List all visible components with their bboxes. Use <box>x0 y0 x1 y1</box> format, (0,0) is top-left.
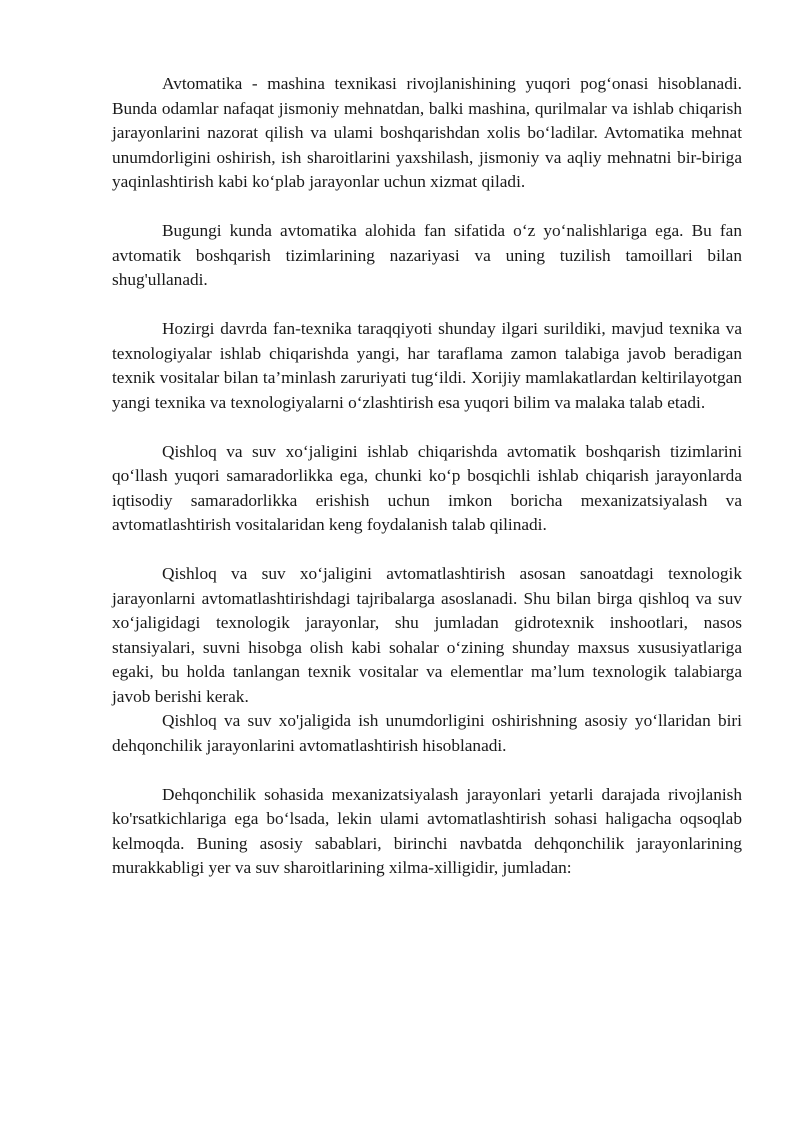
document-page <box>112 72 742 881</box>
paragraph-4: Qishloq va suv xo‘jaligini ishlab chiqarishda avtomatik boshqarish tizimlarini qo‘llash yuqori samaradorlikka ega, chunki ko‘p bosqichli ishlab chiqarish jarayonlarda iqtisodiy samaradorlikka erishish uchun imkon boricha mexanizatsiyalash va avtomatlashtirish vositalaridan keng foydalanish talab qilinadi. <box>112 441 742 534</box>
paragraph-gap <box>112 195 742 220</box>
paragraph-gap <box>112 758 742 783</box>
paragraph-gap <box>112 293 742 318</box>
paragraph-gap <box>112 538 742 563</box>
paragraph-2: Bugungi kunda avtomatika alohida fan sifatida o‘z yo‘nalishlariga ega. Bu fan avtomatik boshqarish tizimlarining nazariyasi va uning tuzilish tamoillari bilan shug'ullanadi. <box>112 221 742 289</box>
paragraph-1: Avtomatika - mashina texnikasi rivojlanishining yuqori pog‘onasi hisoblanadi. Bunda odamlar nafaqat jismoniy mehnatdan, balki mashina, qurilmalar va ishlab chiqarish jarayonlarini nazorat qilish va ulami boshqarishdan xolis bo‘ladilar. Avtomatika mehnat unumdorligini oshirish, ish sharoitlarini yaxshilash, jismoniy va aqliy mehnatni bir-biriga yaqinlashtirish kabi ko‘plab jarayonlar uchun xizmat qiladi. <box>112 74 742 191</box>
paragraph-5: Qishloq va suv xo‘jaligini avtomatlashtirish asosan sanoatdagi texnologik jarayonlarni avtomatlashtirishdagi tajribalarga asoslanadi. Shu bilan birga qishloq va suv xo‘jaligidagi texnologik jarayonlar, shu jumladan gidrotexnik inshootlari, nasos stansiyalari, suvni hisobga olish kabi sohalar o‘zining shunday maxsus xususiyatlariga egaki, bu holda tanlangan texnik vositalar va elementlar ma’lum texnologik talabiarga javob berishi kerak. <box>112 564 742 706</box>
paragraph-7: Dehqonchilik sohasida mexanizatsiyalash jarayonlari yetarli darajada rivojlanish ko'rsatkichlariga ega bo‘lsada, lekin ulami avtomatlashtirish sohasi haligacha oqsoqlab kelmoqda. Buning asosiy sabablari, birinchi navbatda dehqonchilik jarayonlarining murakkabligi yer va suv sharoitlarining xilma-xilligidir, jumladan: <box>112 784 742 877</box>
paragraph-gap <box>112 415 742 440</box>
paragraph-6: Qishloq va suv xo'jaligida ish unumdorligini oshirishning asosiy yo‘llaridan biri dehqonchilik jarayonlarini avtomatlashtirish hisoblanadi. <box>112 711 742 755</box>
paragraph-3: Hozirgi davrda fan-texnika taraqqiyoti shunday ilgari surildiki, mavjud texnika va texnologiyalar ishlab chiqarishda yangi, har taraflama zamon talabiga javob beradigan texnik vositalar bilan ta’minlash zaruriyati tug‘ildi. Xorijiy mamlakatlardan keltirilayotgan yangi texnika va texnologiyalarni o‘zlashtirish esa yuqori bilim va malaka talab etadi. <box>112 319 742 412</box>
